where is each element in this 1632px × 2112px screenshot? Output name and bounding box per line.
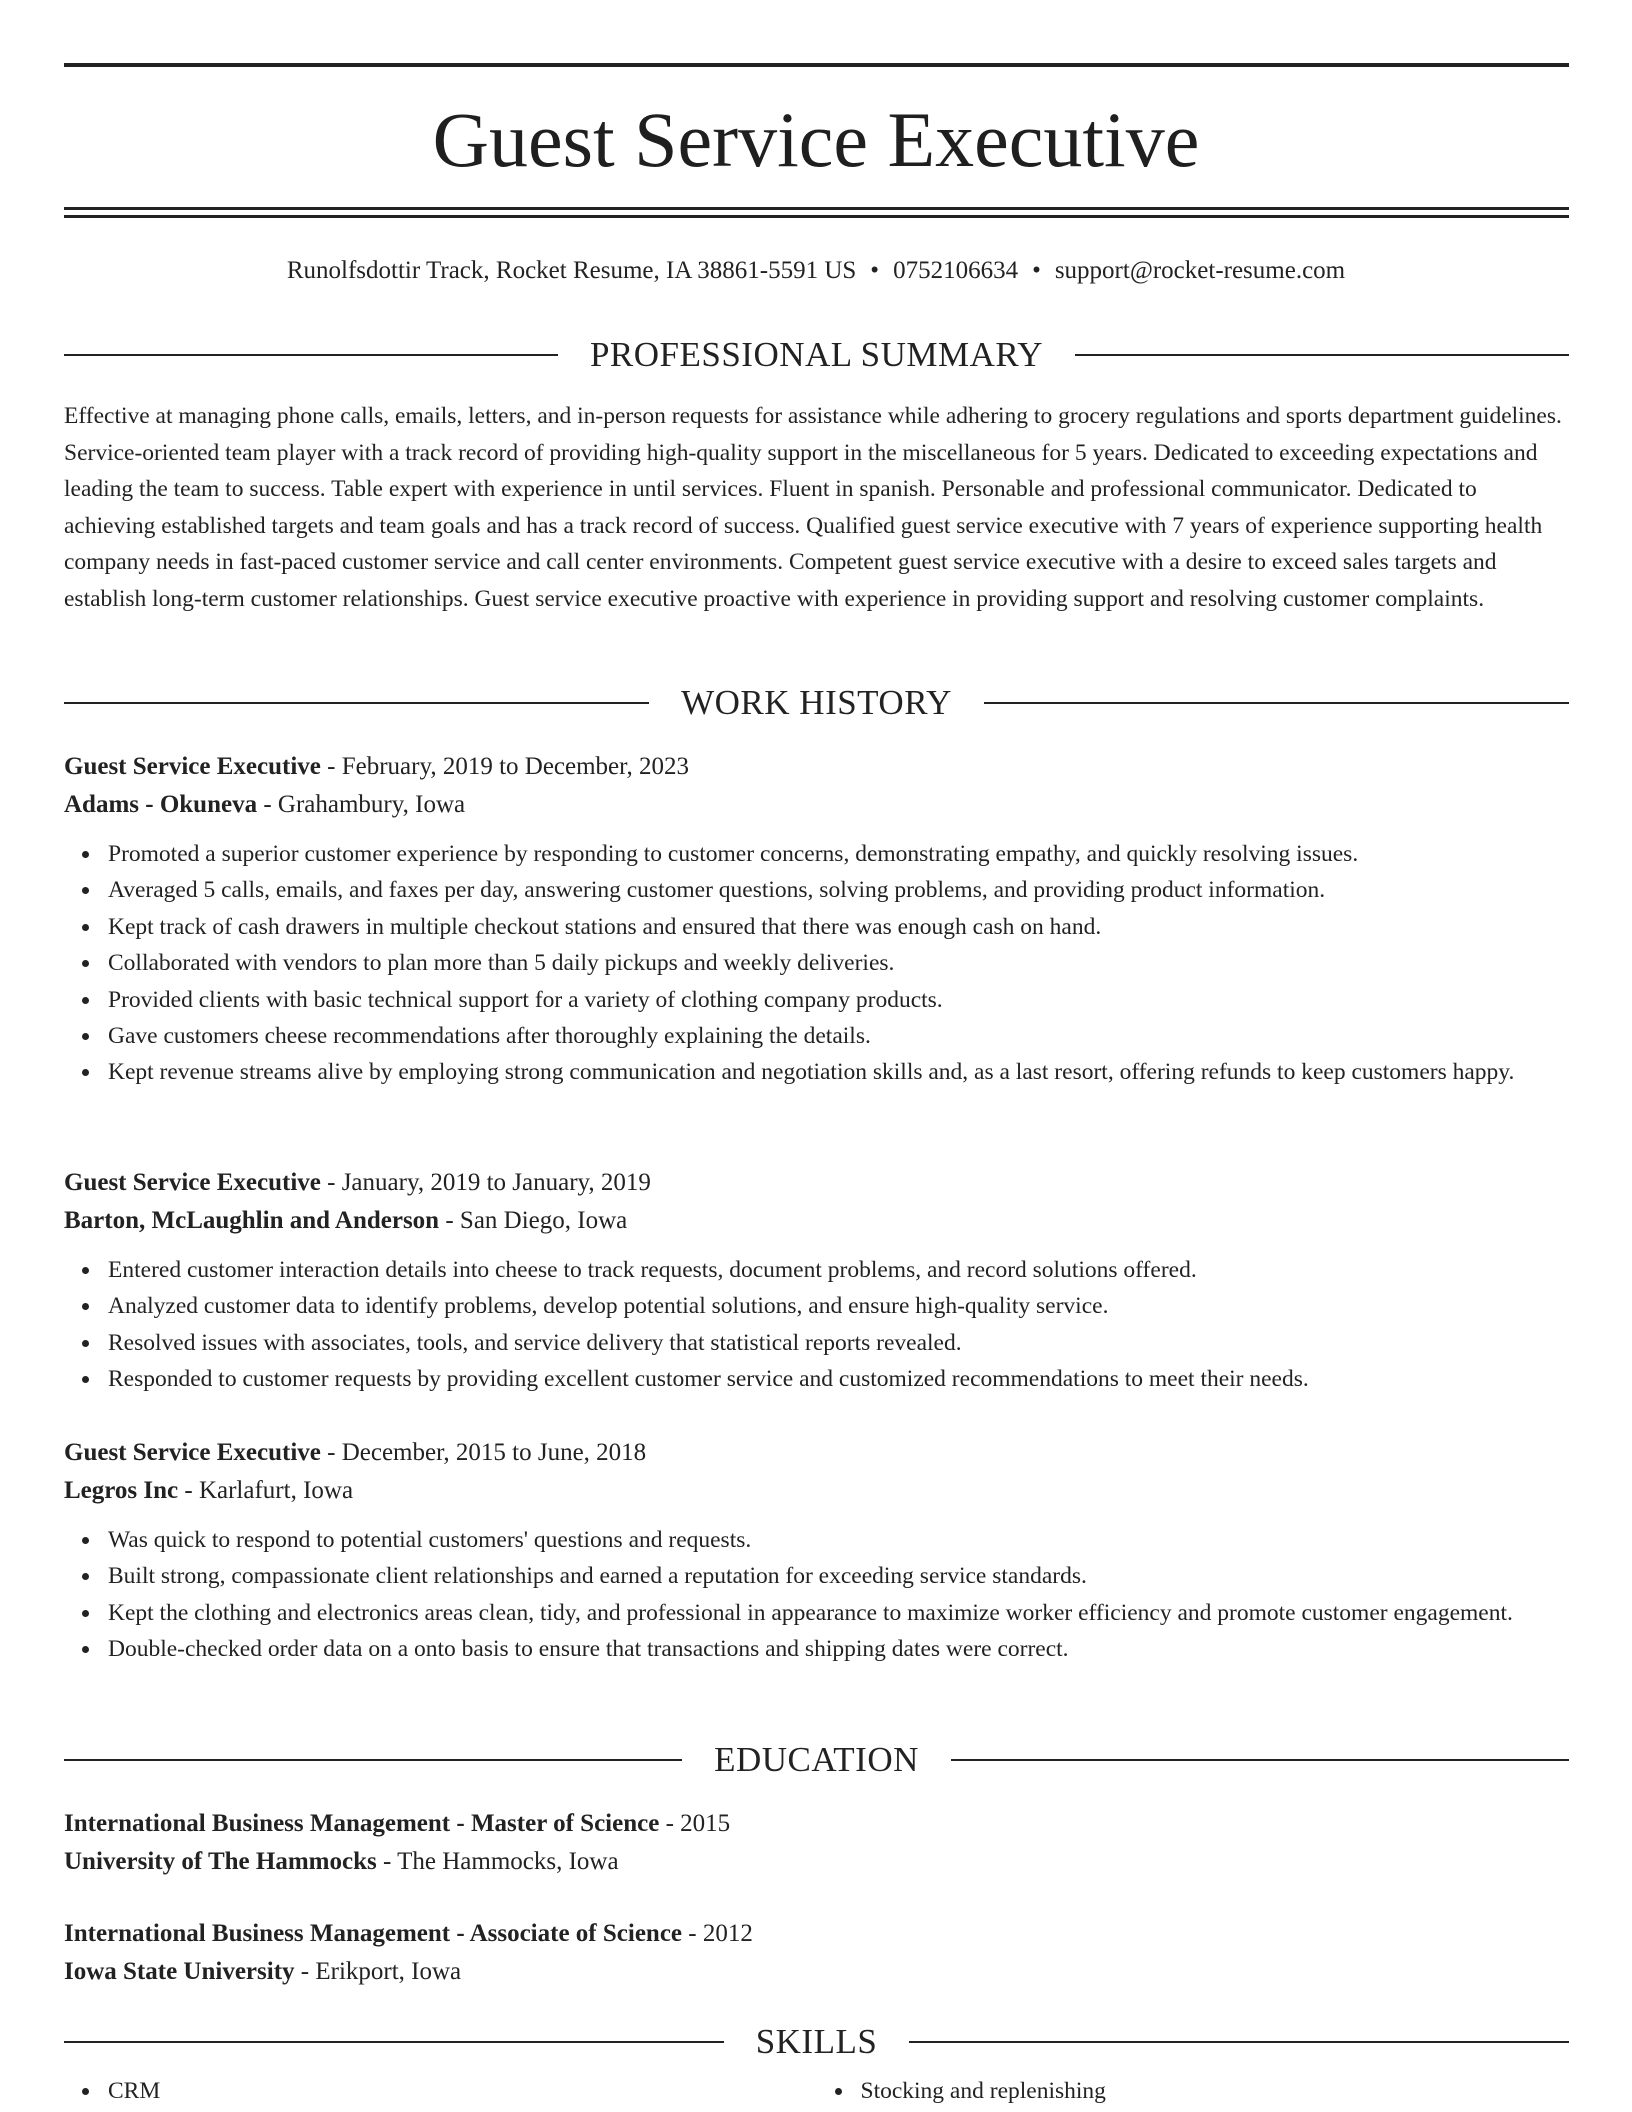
education-school: Iowa State University	[64, 1958, 295, 1985]
resume-name: Guest Service Executive	[432, 96, 1200, 183]
section-rule	[64, 1759, 682, 1761]
list-item: Kept the clothing and electronics areas clean, tidy, and professional in appearance to maximize worker efficiency and promote customer engagement.	[108, 1595, 1569, 1631]
education-school: University of The Hammocks	[64, 1848, 377, 1875]
job-entry	[64, 748, 1569, 1091]
skills-column-right	[817, 2073, 1570, 2109]
list-item: Collaborated with vendors to plan more than 5 daily pickups and weekly deliveries.	[108, 945, 1569, 981]
job-company: Adams - Okuneva	[64, 791, 258, 818]
list-item: Promoted a superior customer experience by responding to customer concerns, demonstrating empathy, and quickly resolving issues.	[108, 836, 1569, 872]
education-section-header	[64, 1736, 1569, 1784]
name-rule-upper	[64, 207, 1569, 210]
skill-item: Stocking and replenishing	[861, 2073, 1570, 2109]
list-item: Gave customers cheese recommendations after thoroughly explaining the details.	[108, 1018, 1569, 1054]
skills-section-header	[64, 2018, 1569, 2066]
education-degree-line	[64, 1915, 1569, 1953]
job-company: Legros Inc	[64, 1477, 179, 1504]
education-school-line	[64, 1843, 1569, 1881]
list-item: Analyzed customer data to identify problems, develop potential solutions, and ensure high-quality service.	[108, 1288, 1569, 1324]
job-company-line	[64, 786, 1569, 824]
skills-list	[64, 2073, 1569, 2109]
education-entry	[64, 1915, 1569, 1991]
contact-phone: 0752106634	[893, 257, 1019, 284]
section-title: WORK HISTORY	[681, 683, 952, 722]
list-item: Kept track of cash drawers in multiple checkout stations and ensured that there was enough cash on hand.	[108, 909, 1569, 945]
education-year: - 2012	[682, 1920, 753, 1947]
job-title: Guest Service Executive	[64, 1439, 321, 1466]
contact-line	[0, 253, 1632, 289]
section-rule	[64, 702, 649, 704]
section-title: SKILLS	[755, 2022, 878, 2061]
education-school-line	[64, 1953, 1569, 1991]
section-rule	[64, 2041, 724, 2043]
list-item: Was quick to respond to potential customers' questions and requests.	[108, 1522, 1569, 1558]
job-title-line	[64, 1434, 1569, 1472]
job-title-line	[64, 748, 1569, 786]
education-year: - 2015	[659, 1810, 731, 1837]
education-degree: International Business Management - Associate of Science	[64, 1920, 683, 1947]
education-entry	[64, 1805, 1569, 1881]
list-item: Entered customer interaction details into cheese to track requests, document problems, and record solutions offered.	[108, 1252, 1569, 1288]
job-bullets	[64, 1252, 1569, 1398]
job-bullets	[64, 1522, 1569, 1668]
section-title: EDUCATION	[714, 1740, 919, 1779]
job-title: Guest Service Executive	[64, 1169, 321, 1196]
name-rule-lower	[64, 215, 1569, 218]
section-rule	[909, 2041, 1569, 2043]
job-title: Guest Service Executive	[64, 753, 321, 780]
education-degree-line	[64, 1805, 1569, 1843]
list-item: Averaged 5 calls, emails, and faxes per day, answering customer questions, solving problems, and providing product information.	[108, 872, 1569, 908]
job-entry	[64, 1164, 1569, 1398]
list-item: Resolved issues with associates, tools, and service delivery that statistical reports revealed.	[108, 1325, 1569, 1361]
job-location: - San Diego, Iowa	[439, 1207, 628, 1234]
contact-separator: •	[1032, 257, 1041, 284]
section-rule	[64, 354, 558, 356]
job-company-line	[64, 1472, 1569, 1510]
education-location: - The Hammocks, Iowa	[376, 1848, 619, 1875]
job-company-line	[64, 1202, 1569, 1240]
contact-email[interactable]: support@rocket-resume.com	[1054, 257, 1346, 284]
job-title-line	[64, 1164, 1569, 1202]
section-rule	[1075, 354, 1569, 356]
job-bullets	[64, 836, 1569, 1091]
job-company: Barton, McLaughlin and Anderson	[64, 1207, 440, 1234]
education-degree: International Business Management - Master of Science	[64, 1810, 660, 1837]
skill-item: CRM	[108, 2073, 817, 2109]
job-location: - Grahambury, Iowa	[257, 791, 466, 818]
skills-column-left	[64, 2073, 817, 2109]
list-item: Kept revenue streams alive by employing strong communication and negotiation skills and, as a last resort, offering refunds to keep customers happy.	[108, 1054, 1569, 1090]
contact-separator: •	[870, 257, 880, 284]
job-dates: - December, 2015 to June, 2018	[320, 1439, 647, 1466]
section-rule	[984, 702, 1569, 704]
summary-text: Effective at managing phone calls, emails, letters, and in-person requests for assistance while adhering to grocery regulations and sports department guidelines. Service-oriented team player with a track record of providing high-quality support in the miscellaneous for 5 years. Dedicated to exceeding expectations and leading the team to success. Table expert with experience in until services. Fluent in spanish. Personable and professional communicator. Dedicated to achieving established targets and team goals and has a track record of success. Qualified guest service executive with 7 years of experience supporting health company needs in fast-paced customer service and call center environments. Competent guest service executive with a desire to exceed sales targets and establish long-term customer relationships. Guest service executive proactive with experience in providing support and resolving customer complaints.	[64, 403, 1562, 612]
summary-section-header	[64, 331, 1569, 379]
contact-address: Runolfsdottir Track, Rocket Resume, IA 38861-5591 US	[286, 257, 857, 284]
job-dates: - January, 2019 to January, 2019	[320, 1169, 651, 1196]
list-item: Responded to customer requests by providing excellent customer service and customized recommendations to meet their needs.	[108, 1361, 1569, 1397]
job-entry	[64, 1434, 1569, 1668]
work-section-header	[64, 679, 1569, 727]
job-dates: - February, 2019 to December, 2023	[320, 753, 689, 780]
list-item: Built strong, compassionate client relationships and earned a reputation for exceeding service standards.	[108, 1558, 1569, 1594]
job-location: - Karlafurt, Iowa	[178, 1477, 354, 1504]
education-location: - Erikport, Iowa	[294, 1958, 462, 1985]
section-title: PROFESSIONAL SUMMARY	[589, 335, 1044, 374]
top-rule	[64, 63, 1569, 67]
list-item: Double-checked order data on a onto basis to ensure that transactions and shipping dates were correct.	[108, 1631, 1569, 1667]
section-rule	[951, 1759, 1569, 1761]
list-item: Provided clients with basic technical support for a variety of clothing company products.	[108, 982, 1569, 1018]
